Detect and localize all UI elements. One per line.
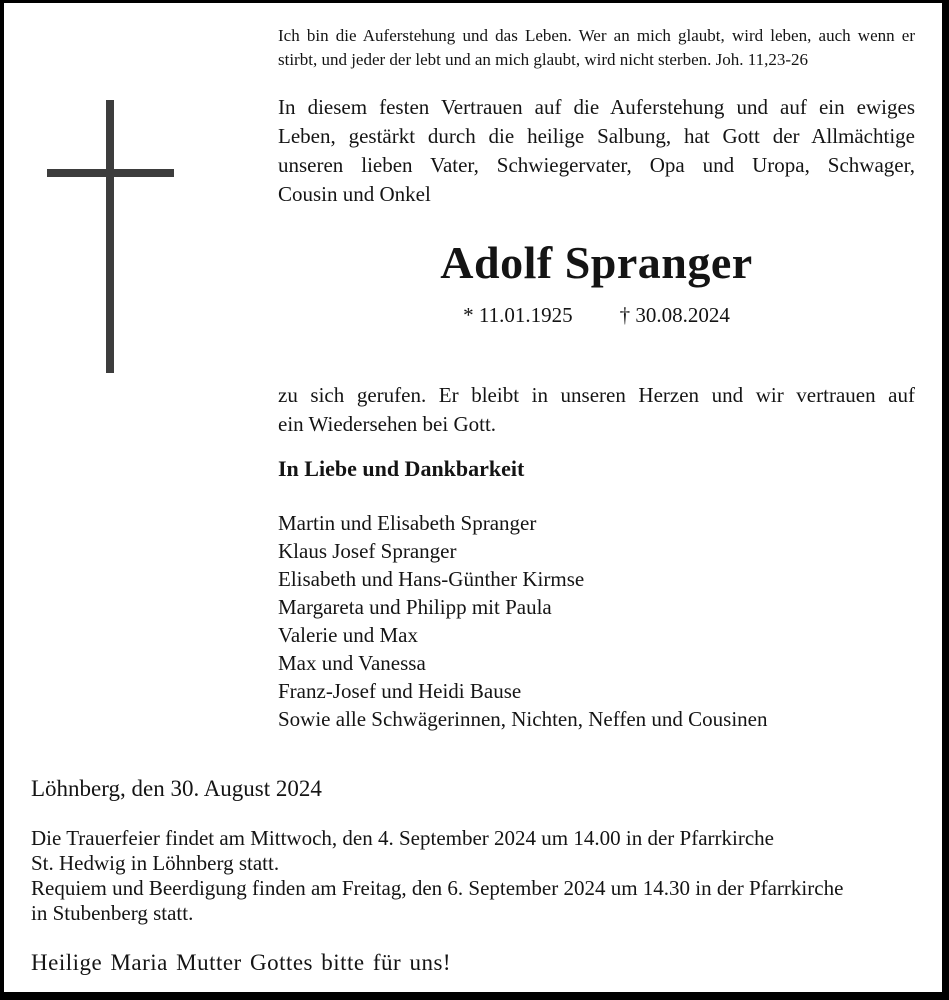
mourners-list [278, 509, 915, 733]
mourner-line: Margareta und Philipp mit Paula [278, 595, 552, 619]
intro-line: In diesem festen Vertrauen auf die Auferstehung und auf ein ewiges [278, 95, 915, 119]
life-dates [278, 303, 915, 328]
mourner-line: Elisabeth und Hans-Günther Kirmse [278, 567, 585, 591]
service-details [31, 826, 926, 926]
mourner-line: Sowie alle Schwägerinnen, Nichten, Neffen und Cousinen [278, 707, 768, 731]
service-line: in Stubenberg statt. [31, 901, 194, 925]
cross-icon-horizontal-bar [47, 169, 174, 177]
mourner-line: Klaus Josef Spranger [278, 539, 457, 563]
place-date-line: Löhnberg, den 30. August 2024 [31, 776, 322, 801]
cross-icon-vertical-bar [106, 100, 114, 373]
farewell-paragraph [278, 381, 915, 439]
scripture-line: stirbt, und jeder der lebt und an mich glaubt, wird nicht sterben. Joh. 11,23-26 [278, 50, 809, 69]
birth-date: * 11.01.1925 [463, 303, 573, 327]
mourner-line: Max und Vanessa [278, 651, 426, 675]
mourner-line: Franz-Josef und Heidi Bause [278, 679, 522, 703]
death-date: † 30.08.2024 [619, 303, 730, 327]
mourner-line: Valerie und Max [278, 623, 418, 647]
service-line: St. Hedwig in Löhnberg statt. [31, 851, 280, 875]
intro-line: unseren lieben Vater, Schwiegervater, Opa und Uropa, Schwager, [278, 153, 915, 177]
prayer-line: Heilige Maria Mutter Gottes bitte für uns! [31, 950, 452, 975]
farewell-line: zu sich gerufen. Er bleibt in unseren Herzen und wir vertrauen auf [278, 383, 915, 407]
intro-line: Cousin und Onkel [278, 182, 431, 206]
farewell-line: ein Wiedersehen bei Gott. [278, 412, 497, 436]
intro-paragraph [278, 93, 915, 209]
intro-line: Leben, gestärkt durch die heilige Salbung, hat Gott der Allmächtige [278, 124, 915, 148]
service-line: Die Trauerfeier findet am Mittwoch, den 4. September 2024 um 14.00 in der Pfarrkirche [31, 826, 774, 850]
tribute-heading: In Liebe und Dankbarkeit [278, 456, 525, 481]
mourner-line: Martin und Elisabeth Spranger [278, 511, 537, 535]
deceased-name: Adolf Spranger [440, 237, 753, 288]
scripture-quote [278, 24, 915, 72]
scripture-line: Ich bin die Auferstehung und das Leben. Wer an mich glaubt, wird leben, auch wenn er [278, 26, 915, 45]
service-line: Requiem und Beerdigung finden am Freitag, den 6. September 2024 um 14.30 in der Pfarrkirche [31, 876, 844, 900]
